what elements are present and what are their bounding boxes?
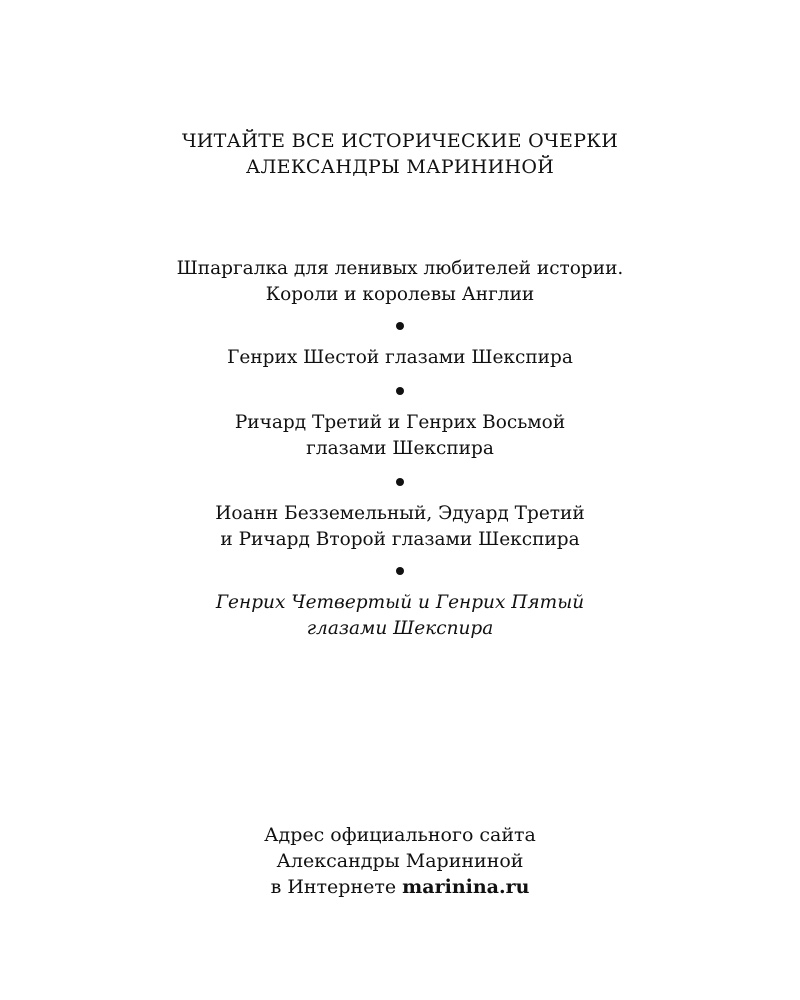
- book-title-1-line-1: Шпаргалка для ленивых любителей истории.: [176, 258, 624, 279]
- book-title-5: [0, 590, 800, 642]
- separator-bullet-1: [396, 322, 404, 330]
- official-site-note: [0, 822, 800, 900]
- book-title-4-line-2: и Ричард Второй глазами Шекспира: [220, 529, 580, 550]
- book-title-1-line-2: Короли и королевы Англии: [265, 284, 535, 305]
- heading-line-2: АЛЕКСАНДРЫ МАРИНИНОЙ: [245, 156, 555, 178]
- site-url: marinina.ru: [402, 876, 530, 898]
- separator-bullet-4: [396, 567, 404, 575]
- separator-bullet-2: [396, 387, 404, 395]
- book-title-3-line-2: глазами Шекспира: [306, 438, 494, 459]
- site-note-line-2: Александры Марининой: [276, 850, 524, 872]
- book-title-4-line-1: Иоанн Безземельный, Эдуард Третий: [215, 503, 585, 524]
- page-heading: [0, 128, 800, 180]
- book-title-5-line-1: Генрих Четвертый и Генрих Пятый: [215, 592, 585, 613]
- book-title-2-line-1: Генрих Шестой глазами Шекспира: [227, 347, 573, 368]
- book-title-3: [0, 410, 800, 462]
- heading-line-1: ЧИТАЙТЕ ВСЕ ИСТОРИЧЕСКИЕ ОЧЕРКИ: [181, 130, 619, 152]
- book-title-2: [0, 345, 800, 371]
- book-title-1: [0, 256, 800, 308]
- site-note-prefix: в Интернете: [270, 876, 403, 898]
- site-note-line-1: Адрес официального сайта: [264, 824, 536, 846]
- separator-bullet-3: [396, 478, 404, 486]
- book-title-5-line-2: глазами Шекспира: [306, 618, 494, 639]
- book-title-4: [0, 501, 800, 553]
- site-note-line-3: [0, 874, 800, 900]
- book-title-3-line-1: Ричард Третий и Генрих Восьмой: [234, 412, 566, 433]
